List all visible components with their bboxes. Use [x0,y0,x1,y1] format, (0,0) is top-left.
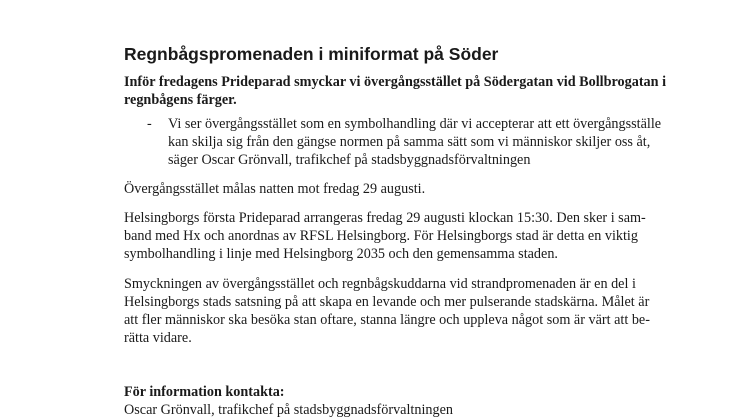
lead-line: Inför fredagens Prideparad smyckar vi övergångsstället på Södergatan vid Bollbrogatan i [124,74,667,90]
paragraph-line: Övergångsstället målas natten mot fredag 29 augusti. [124,181,426,197]
paragraph-line: rätta vidare. [124,330,192,346]
paragraph-line: att fler människor ska besöka stan oftare, stanna längre och uppleva något som är värt att be- [124,312,650,328]
paragraph-line: symbolhandling i linje med Helsingborg 2035 och den gemensamma staden. [124,246,558,262]
contact-person: Oscar Grönvall, trafikchef på stadsbyggnadsförvaltningen [124,402,453,418]
lead-line: regnbågens färger. [124,92,237,108]
contact-heading: För information kontakta: [124,384,285,400]
quote-line: säger Oscar Grönvall, trafikchef på stadsbyggnadsförvaltningen [168,152,531,168]
paragraph-line: band med Hx och anordnas av RFSL Helsingborg. För Helsingborgs stad är detta en viktig [124,228,638,244]
paragraph-line: Smyckningen av övergångsstället och regnbågskuddarna vid strandpromenaden är en del i [124,276,636,292]
body-paragraph-2 [124,209,646,263]
page-title: Regnbågspromenaden i miniformat på Söder [124,44,499,64]
quote-dash: - [147,116,152,132]
body-paragraph-3 [124,275,650,347]
lead-paragraph [124,73,666,109]
paragraph-line: Helsingborgs stads satsning på att skapa en levande och mer pulserande stadskärna. Målet är [124,294,650,310]
quote-paragraph [168,115,661,169]
quote-line: Vi ser övergångsstället som en symbolhandling där vi accepterar att ett övergångsställe [168,116,662,132]
body-paragraph-1 [124,180,425,198]
paragraph-line: Helsingborgs första Prideparad arrangeras fredag 29 augusti klockan 15:30. Den sker i sam- [124,210,646,226]
quote-line: kan skilja sig från den gängse normen på samma sätt som vi människor skiljer oss åt, [168,134,651,150]
